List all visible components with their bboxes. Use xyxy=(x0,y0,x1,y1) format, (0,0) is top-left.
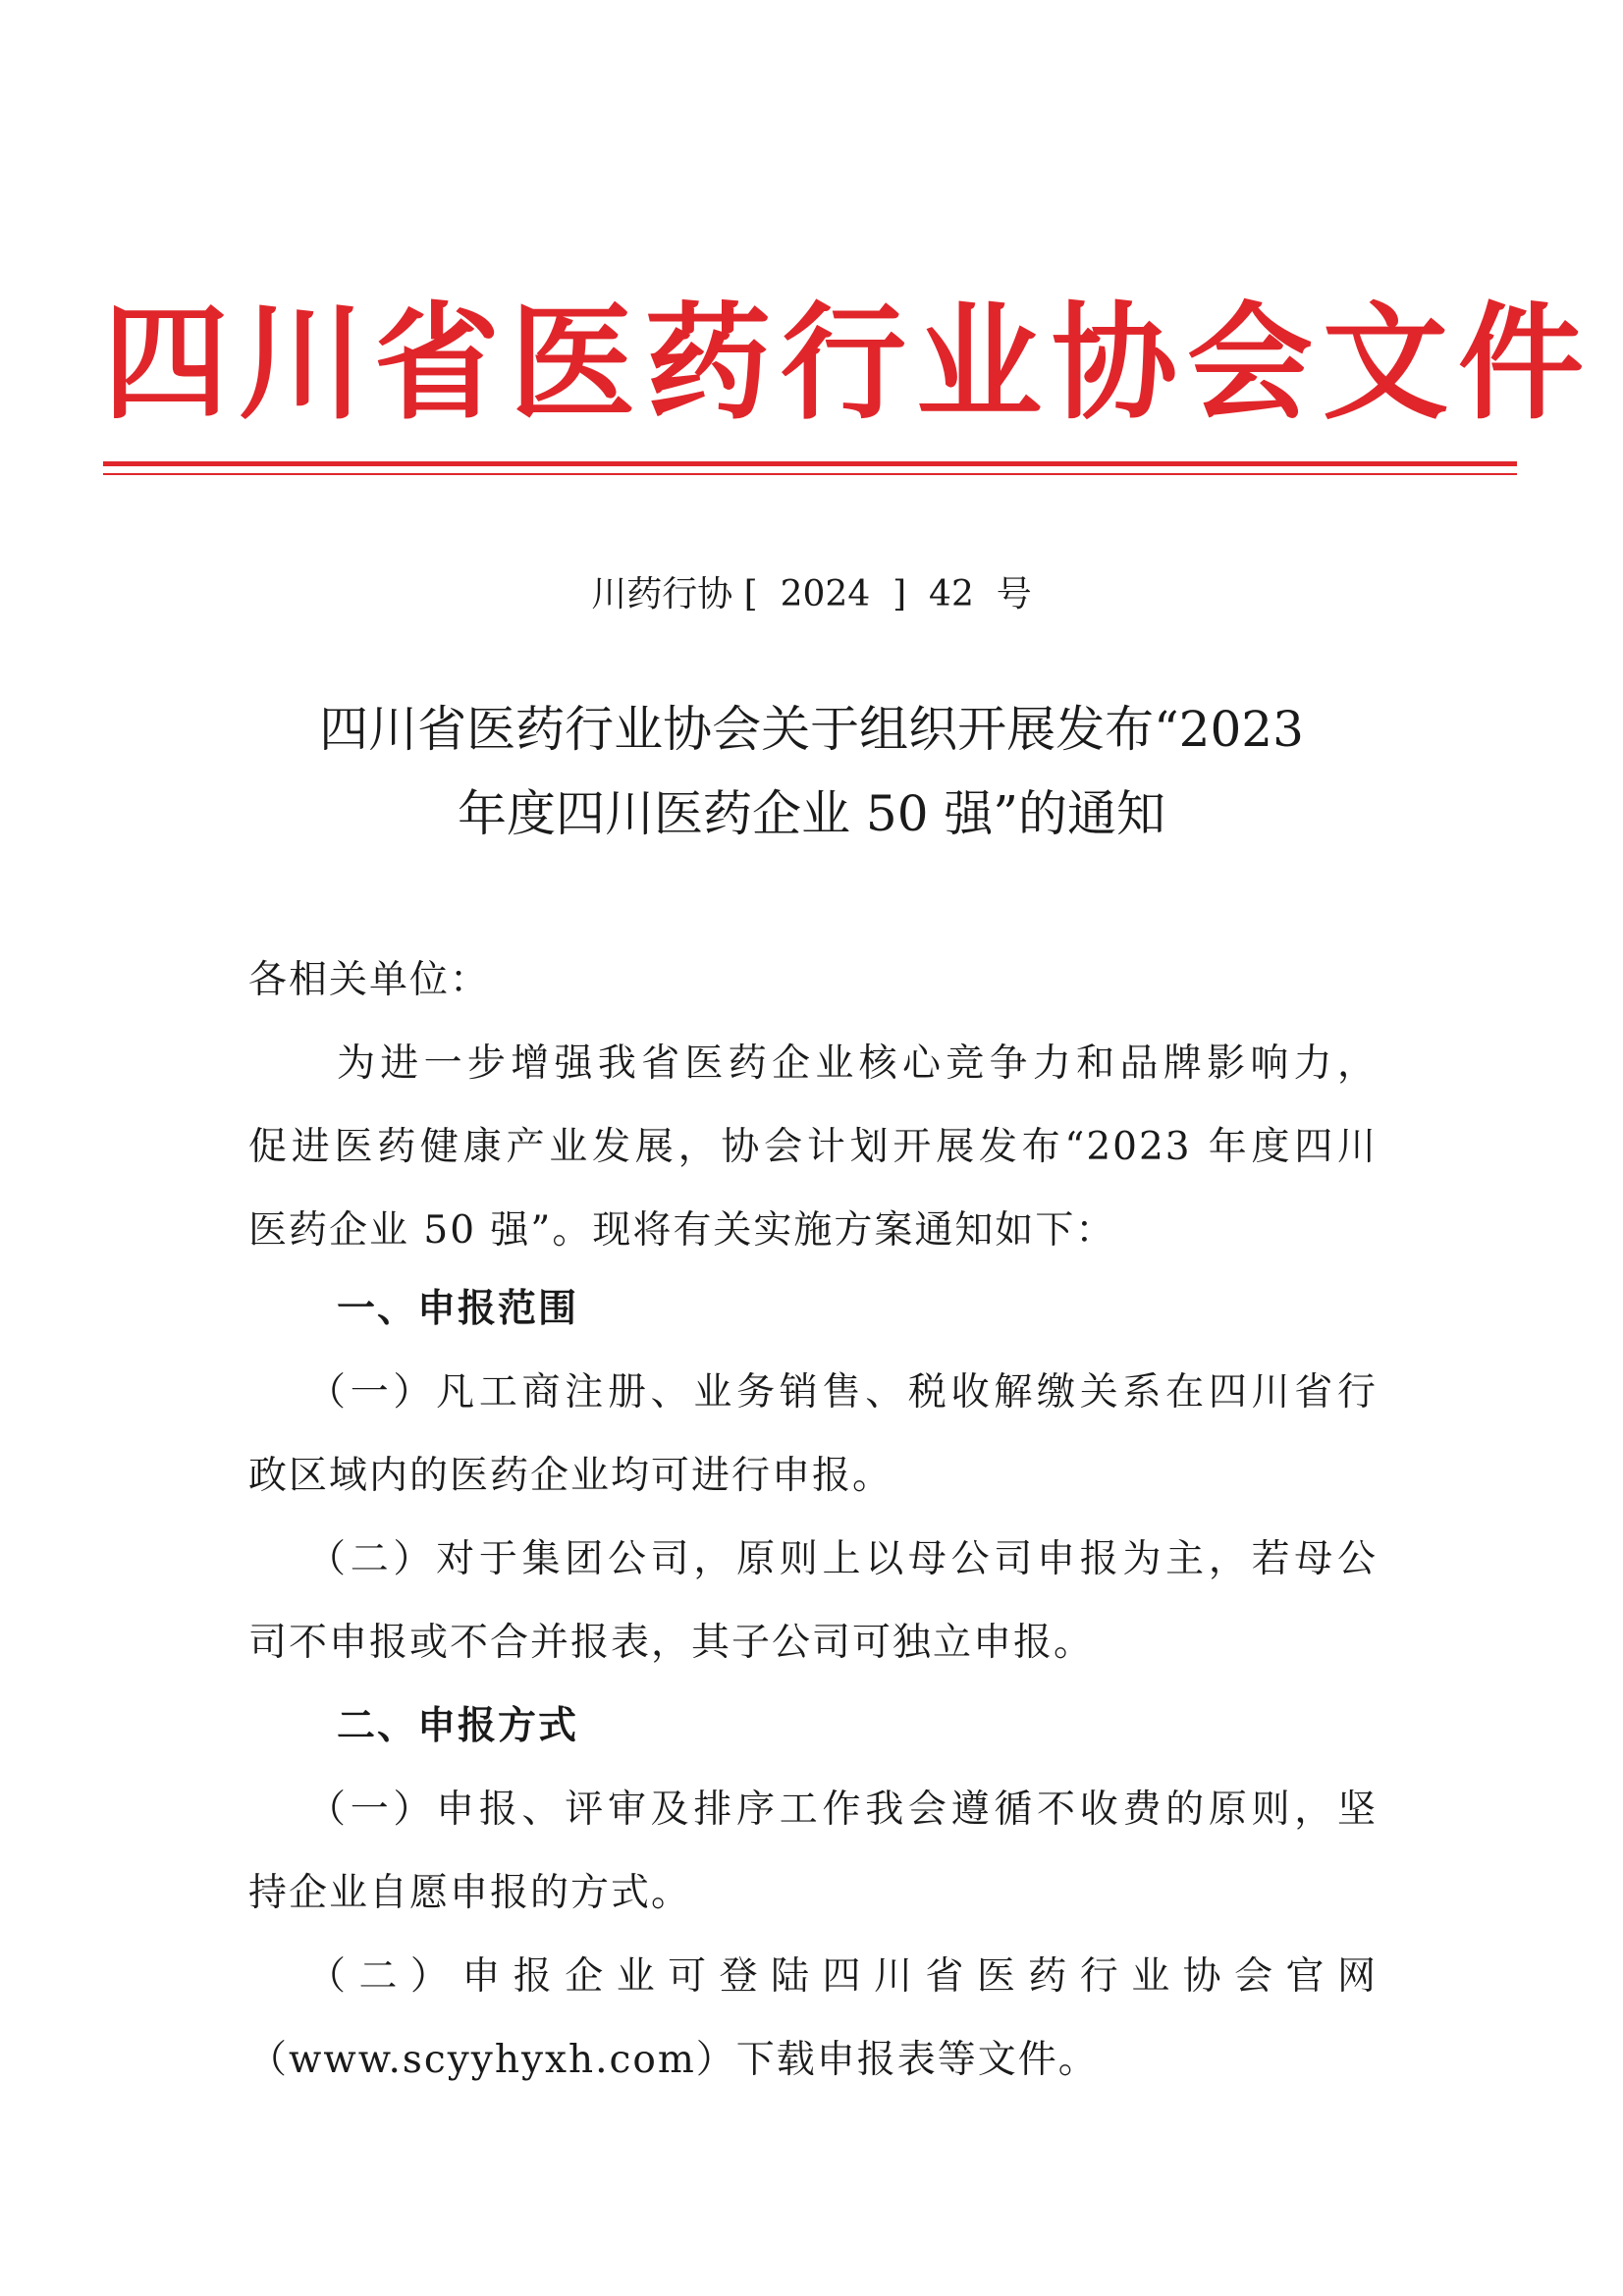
document-title-line1: 四川省医药行业协会关于组织开展发布“2023 xyxy=(319,701,1304,758)
section1-item2-line2: 司不申报或不合并报表，其子公司可独立申报。 xyxy=(248,1621,1095,1665)
document-title-line2: 年度四川医药企业 50 强”的通知 xyxy=(458,785,1165,842)
section1-item1-line2: 政区域内的医药企业均可进行申报。 xyxy=(248,1454,893,1498)
section1-item2-line1: （二）对于集团公司，原则上以母公司申报为主，若母公 xyxy=(307,1537,1378,1581)
section2-heading: 二、申报方式 xyxy=(337,1704,579,1748)
section1-heading: 一、申报范围 xyxy=(337,1287,579,1331)
section2-item2-line2: （www.scyyhyxh.com）下载申报表等文件。 xyxy=(248,2038,1099,2082)
document-number: 川药行协 [ 2024 ] 42 号 xyxy=(591,574,1032,614)
section2-item1-line2: 持企业自愿申报的方式。 xyxy=(248,1871,692,1915)
masthead-rule-thin xyxy=(103,473,1517,475)
document-title xyxy=(196,687,1427,856)
section1-item1-line1: （一）凡工商注册、业务销售、税收解缴关系在四川省行 xyxy=(307,1370,1378,1415)
masthead-rule-thick xyxy=(103,461,1517,466)
masthead-title: 四川省医药行业协会文件 xyxy=(103,290,1595,437)
intro-line1: 为进一步增强我省医药企业核心竞争力和品牌影响力， xyxy=(337,1041,1378,1086)
section2-item2-line1: （二）申报企业可登陆四川省医药行业协会官网 xyxy=(307,1954,1378,1999)
section2-item1-line1: （一）申报、评审及排序工作我会遵循不收费的原则，坚 xyxy=(307,1788,1378,1832)
intro-line2: 促进医药健康产业发展，协会计划开展发布“2023 年度四川 xyxy=(248,1125,1378,1169)
intro-line3: 医药企业 50 强”。现将有关实施方案通知如下： xyxy=(248,1208,1116,1253)
salutation: 各相关单位： xyxy=(248,958,491,1002)
